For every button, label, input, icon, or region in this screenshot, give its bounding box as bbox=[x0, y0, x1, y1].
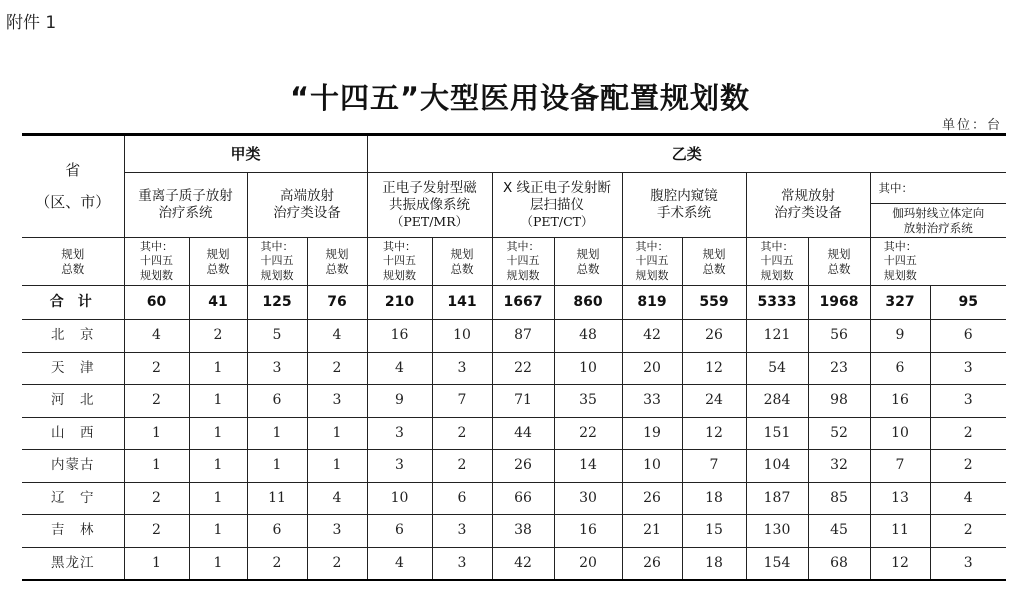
value-cell: 66 bbox=[492, 482, 554, 515]
value-cell: 2 bbox=[124, 515, 189, 548]
equipment-plan-table bbox=[22, 133, 1006, 581]
value-cell: 16 bbox=[554, 515, 622, 548]
sub-line: 规划 bbox=[450, 247, 474, 262]
value-cell: 121 bbox=[746, 320, 808, 353]
value-cell: 10 bbox=[622, 450, 682, 483]
value-cell: 9 bbox=[367, 385, 432, 418]
value-cell: 98 bbox=[808, 385, 870, 418]
group-line: 手术系统 bbox=[657, 205, 711, 221]
value-cell: 30 bbox=[554, 482, 622, 515]
group-header-pet-ct bbox=[492, 173, 622, 238]
sub-line: 其中： bbox=[635, 240, 669, 254]
sub-line: 规划 bbox=[702, 247, 726, 262]
group-line: X 线正电子发射断 bbox=[502, 180, 612, 197]
value-cell: 1 bbox=[189, 515, 247, 548]
unit-label: 单位：台 bbox=[941, 118, 1002, 133]
sub-line: 规划数 bbox=[383, 268, 416, 282]
value-cell: 1 bbox=[189, 352, 247, 385]
value-cell: 3 bbox=[930, 547, 1006, 580]
sub-line: 十四五 bbox=[883, 254, 917, 268]
sub-header-14th-five-year-new bbox=[367, 238, 432, 286]
group-header-high-end-radiotherapy bbox=[247, 173, 367, 238]
sub-line: 总数 bbox=[450, 261, 474, 276]
province-name: 北 京 bbox=[22, 320, 124, 353]
value-cell: 3 bbox=[930, 385, 1006, 418]
value-cell: 151 bbox=[746, 417, 808, 450]
value-cell: 2 bbox=[930, 417, 1006, 450]
attachment-label: 附件 1 bbox=[6, 13, 57, 33]
value-cell: 35 bbox=[554, 385, 622, 418]
value-cell: 1 bbox=[307, 417, 367, 450]
province-name: 黑龙江 bbox=[22, 547, 124, 580]
total-cell: 210 bbox=[367, 286, 432, 320]
value-cell: 1 bbox=[189, 417, 247, 450]
group-header-pet-mr bbox=[367, 173, 492, 238]
value-cell: 1 bbox=[189, 385, 247, 418]
sub-line: 规划数 bbox=[760, 268, 794, 282]
group-header-laparoscopic-surgery bbox=[622, 173, 746, 238]
sub-line: 其中： bbox=[383, 240, 416, 254]
total-cell: 327 bbox=[870, 286, 930, 320]
sub-line: 十四五 bbox=[140, 254, 173, 268]
sub-header-14th-five-year-new bbox=[492, 238, 554, 286]
total-cell: 1968 bbox=[808, 286, 870, 320]
value-cell: 18 bbox=[682, 547, 746, 580]
sub-line: 规划 bbox=[325, 247, 349, 262]
group-line: 层扫描仪 bbox=[530, 197, 584, 214]
value-cell: 33 bbox=[622, 385, 682, 418]
value-cell: 284 bbox=[746, 385, 808, 418]
province-name: 吉 林 bbox=[22, 515, 124, 548]
page-title: “十四五”大型医用设备配置规划数 bbox=[289, 81, 751, 115]
value-cell: 26 bbox=[492, 450, 554, 483]
total-cell: 125 bbox=[247, 286, 307, 320]
group-line: 正电子发射型磁 bbox=[382, 180, 477, 197]
value-cell: 2 bbox=[432, 450, 492, 483]
value-cell: 22 bbox=[554, 417, 622, 450]
value-cell: 22 bbox=[492, 352, 554, 385]
sub-header-14th-five-year-new bbox=[870, 238, 930, 286]
total-cell: 95 bbox=[930, 286, 1006, 320]
group-header-gamma-knife bbox=[870, 204, 1006, 238]
sub-line: 规划 bbox=[206, 247, 230, 262]
value-cell: 1 bbox=[124, 450, 189, 483]
sub-line: 其中： bbox=[260, 240, 294, 254]
value-cell: 68 bbox=[808, 547, 870, 580]
province-name: 山 西 bbox=[22, 417, 124, 450]
group-line: 常规放射 bbox=[781, 188, 835, 205]
class-header-row bbox=[22, 135, 1006, 173]
sub-header-planned-total bbox=[189, 238, 247, 286]
value-cell: 6 bbox=[432, 482, 492, 515]
province-name: 天 津 bbox=[22, 352, 124, 385]
sub-header-planned-total bbox=[307, 238, 367, 286]
value-cell: 42 bbox=[622, 320, 682, 353]
value-cell: 52 bbox=[808, 417, 870, 450]
table-row bbox=[22, 450, 1006, 483]
group-line: 治疗系统 bbox=[158, 205, 213, 221]
value-cell: 1 bbox=[124, 547, 189, 580]
value-cell: 1 bbox=[247, 417, 307, 450]
value-cell: 1 bbox=[189, 547, 247, 580]
value-cell: 87 bbox=[492, 320, 554, 353]
table-row bbox=[22, 417, 1006, 450]
value-cell: 2 bbox=[124, 385, 189, 418]
sub-line: 十四五 bbox=[760, 254, 794, 268]
sub-header-planned-total bbox=[554, 238, 622, 286]
total-cell: 60 bbox=[124, 286, 189, 320]
value-cell: 6 bbox=[930, 320, 1006, 353]
value-cell: 2 bbox=[307, 547, 367, 580]
group-line: 治疗类设备 bbox=[774, 205, 842, 221]
value-cell: 4 bbox=[307, 320, 367, 353]
group-abbr: （PET/MR） bbox=[390, 214, 469, 230]
province-header-line1: 省 bbox=[65, 161, 81, 179]
sub-header-planned-total bbox=[22, 238, 124, 286]
value-cell: 16 bbox=[367, 320, 432, 353]
sub-line: 总数 bbox=[576, 261, 600, 276]
value-cell: 42 bbox=[492, 547, 554, 580]
value-cell: 24 bbox=[682, 385, 746, 418]
value-cell: 12 bbox=[682, 417, 746, 450]
value-cell: 11 bbox=[247, 482, 307, 515]
value-cell: 3 bbox=[432, 547, 492, 580]
value-cell: 3 bbox=[432, 515, 492, 548]
value-cell: 6 bbox=[247, 515, 307, 548]
value-cell: 2 bbox=[124, 352, 189, 385]
group-line: 共振成像系统 bbox=[389, 197, 470, 214]
value-cell: 1 bbox=[124, 417, 189, 450]
total-cell: 860 bbox=[554, 286, 622, 320]
group-line: 重离子质子放射 bbox=[138, 188, 233, 205]
gamma-line: 伽玛射线立体定向 bbox=[892, 206, 985, 221]
value-cell: 45 bbox=[808, 515, 870, 548]
value-cell: 1 bbox=[247, 450, 307, 483]
group-header-heavy-ion bbox=[124, 173, 247, 238]
province-header-line2: （区、市） bbox=[35, 192, 111, 211]
sub-line: 其中： bbox=[140, 240, 173, 254]
value-cell: 38 bbox=[492, 515, 554, 548]
value-cell: 15 bbox=[682, 515, 746, 548]
sub-line: 总数 bbox=[325, 261, 349, 276]
value-cell: 3 bbox=[367, 417, 432, 450]
total-label: 合计 bbox=[22, 286, 124, 320]
value-cell: 7 bbox=[870, 450, 930, 483]
sub-line: 规划 bbox=[576, 247, 600, 262]
sub-header-planned-total bbox=[682, 238, 746, 286]
value-cell: 13 bbox=[870, 482, 930, 515]
value-cell: 23 bbox=[808, 352, 870, 385]
value-cell: 11 bbox=[870, 515, 930, 548]
value-cell: 1 bbox=[307, 450, 367, 483]
sub-header-14th-five-year-new bbox=[746, 238, 808, 286]
value-cell: 14 bbox=[554, 450, 622, 483]
value-cell: 3 bbox=[432, 352, 492, 385]
group-abbr: （PET/CT） bbox=[520, 214, 594, 230]
value-cell: 20 bbox=[622, 352, 682, 385]
value-cell: 3 bbox=[247, 352, 307, 385]
group-header-conventional-radiotherapy bbox=[746, 173, 870, 238]
value-cell: 2 bbox=[930, 515, 1006, 548]
value-cell: 154 bbox=[746, 547, 808, 580]
gamma-line: 放射治疗系统 bbox=[903, 220, 973, 235]
sub-line: 其中： bbox=[883, 240, 917, 254]
value-cell: 26 bbox=[622, 482, 682, 515]
province-header bbox=[22, 135, 124, 238]
value-cell: 4 bbox=[930, 482, 1006, 515]
value-cell: 4 bbox=[367, 352, 432, 385]
sub-header-row bbox=[22, 238, 1006, 286]
value-cell: 12 bbox=[682, 352, 746, 385]
sub-line: 其中： bbox=[760, 240, 794, 254]
of-which-label: 其中： bbox=[870, 173, 1006, 204]
value-cell: 5 bbox=[247, 320, 307, 353]
value-cell: 10 bbox=[554, 352, 622, 385]
value-cell: 10 bbox=[367, 482, 432, 515]
value-cell: 10 bbox=[432, 320, 492, 353]
value-cell: 2 bbox=[247, 547, 307, 580]
sub-header-planned-total bbox=[432, 238, 492, 286]
value-cell: 4 bbox=[367, 547, 432, 580]
sub-line: 规划数 bbox=[635, 268, 669, 282]
total-row bbox=[22, 286, 1006, 320]
value-cell: 187 bbox=[746, 482, 808, 515]
sub-line: 十四五 bbox=[635, 254, 669, 268]
value-cell: 26 bbox=[682, 320, 746, 353]
value-cell: 7 bbox=[682, 450, 746, 483]
sub-line: 总数 bbox=[702, 261, 726, 276]
value-cell: 56 bbox=[808, 320, 870, 353]
sub-header-planned-total bbox=[808, 238, 870, 286]
group-line: 高端放射 bbox=[280, 188, 334, 205]
table-row bbox=[22, 385, 1006, 418]
value-cell: 4 bbox=[307, 482, 367, 515]
sub-line: 其中： bbox=[506, 240, 540, 254]
value-cell: 20 bbox=[554, 547, 622, 580]
value-cell: 6 bbox=[247, 385, 307, 418]
value-cell: 32 bbox=[808, 450, 870, 483]
value-cell: 71 bbox=[492, 385, 554, 418]
value-cell: 1 bbox=[189, 450, 247, 483]
value-cell: 12 bbox=[870, 547, 930, 580]
table-row bbox=[22, 320, 1006, 353]
total-cell: 1667 bbox=[492, 286, 554, 320]
group-header-row bbox=[22, 173, 1006, 204]
class-a-header: 甲类 bbox=[124, 135, 367, 173]
value-cell: 26 bbox=[622, 547, 682, 580]
value-cell: 54 bbox=[746, 352, 808, 385]
value-cell: 18 bbox=[682, 482, 746, 515]
total-cell: 41 bbox=[189, 286, 247, 320]
sub-line: 规划 bbox=[61, 247, 85, 262]
value-cell: 7 bbox=[432, 385, 492, 418]
sub-line: 规划数 bbox=[260, 268, 294, 282]
value-cell: 3 bbox=[307, 385, 367, 418]
value-cell: 104 bbox=[746, 450, 808, 483]
table-row bbox=[22, 515, 1006, 548]
total-cell: 76 bbox=[307, 286, 367, 320]
province-name: 内蒙古 bbox=[22, 450, 124, 483]
table-row bbox=[22, 352, 1006, 385]
sub-line: 十四五 bbox=[506, 254, 540, 268]
sub-header-14th-five-year-new bbox=[124, 238, 189, 286]
sub-line: 规划数 bbox=[140, 268, 173, 282]
value-cell: 10 bbox=[870, 417, 930, 450]
province-name: 辽 宁 bbox=[22, 482, 124, 515]
value-cell: 9 bbox=[870, 320, 930, 353]
value-cell: 44 bbox=[492, 417, 554, 450]
total-cell: 819 bbox=[622, 286, 682, 320]
value-cell: 6 bbox=[870, 352, 930, 385]
value-cell: 3 bbox=[367, 450, 432, 483]
sub-line: 规划数 bbox=[883, 268, 917, 282]
sub-line: 十四五 bbox=[383, 254, 416, 268]
sub-line: 规划 bbox=[827, 247, 851, 262]
value-cell: 19 bbox=[622, 417, 682, 450]
value-cell: 130 bbox=[746, 515, 808, 548]
province-name: 河 北 bbox=[22, 385, 124, 418]
total-cell: 5333 bbox=[746, 286, 808, 320]
value-cell: 4 bbox=[124, 320, 189, 353]
value-cell: 1 bbox=[189, 482, 247, 515]
table-row bbox=[22, 482, 1006, 515]
value-cell: 2 bbox=[432, 417, 492, 450]
value-cell: 21 bbox=[622, 515, 682, 548]
value-cell: 2 bbox=[930, 450, 1006, 483]
value-cell: 48 bbox=[554, 320, 622, 353]
value-cell: 85 bbox=[808, 482, 870, 515]
sub-header-14th-five-year-new bbox=[622, 238, 682, 286]
group-line: 腹腔内窥镜 bbox=[650, 188, 718, 205]
sub-header-14th-five-year-new bbox=[247, 238, 307, 286]
table-row bbox=[22, 547, 1006, 580]
sub-line: 规划数 bbox=[506, 268, 540, 282]
value-cell: 6 bbox=[367, 515, 432, 548]
value-cell: 2 bbox=[189, 320, 247, 353]
class-b-header: 乙类 bbox=[367, 135, 1006, 173]
total-cell: 559 bbox=[682, 286, 746, 320]
value-cell: 3 bbox=[307, 515, 367, 548]
value-cell: 2 bbox=[307, 352, 367, 385]
value-cell: 16 bbox=[870, 385, 930, 418]
group-line: 治疗类设备 bbox=[273, 205, 341, 221]
sub-line: 总数 bbox=[827, 261, 851, 276]
value-cell: 2 bbox=[124, 482, 189, 515]
value-cell: 3 bbox=[930, 352, 1006, 385]
sub-line: 总数 bbox=[61, 261, 85, 276]
total-cell: 141 bbox=[432, 286, 492, 320]
sub-line: 总数 bbox=[206, 261, 230, 276]
sub-line: 十四五 bbox=[260, 254, 294, 268]
